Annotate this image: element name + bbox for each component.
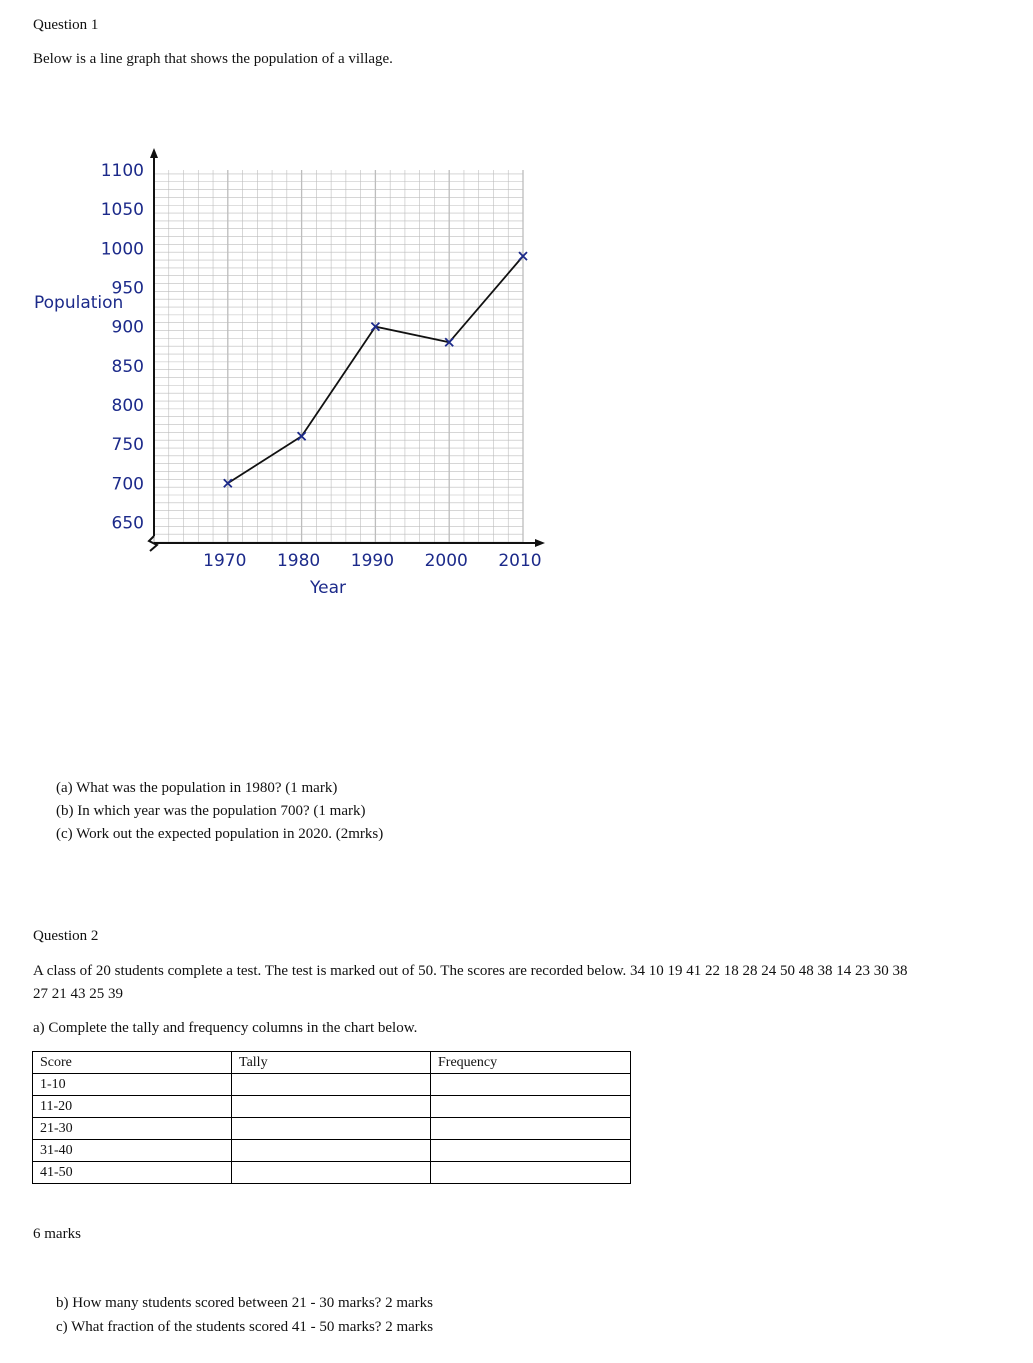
table-row xyxy=(33,1074,631,1096)
frequency-cell[interactable] xyxy=(431,1074,631,1096)
question-1-part-c: (c) Work out the expected population in 2020. (2mrks) xyxy=(56,826,384,842)
x-axis-label: Year xyxy=(310,578,346,598)
y-tick-label: 700 xyxy=(111,474,144,495)
question-1-part-b: (b) In which year was the population 700? (1 mark) xyxy=(56,803,366,819)
x-tick-label: 2000 xyxy=(424,551,468,571)
table-row xyxy=(33,1140,631,1162)
y-tick-label: 850 xyxy=(111,356,144,377)
question-2-intro-line-1: A class of 20 students complete a test. The test is marked out of 50. The scores are recorded below. 34 10 19 41 22 18 28 24 50 48 38 14 23 30 38 xyxy=(33,963,908,979)
population-line-chart xyxy=(28,140,568,610)
x-tick-label: 1970 xyxy=(203,551,247,571)
x-tick-label: 2010 xyxy=(498,551,542,571)
x-tick-label: 1980 xyxy=(276,551,321,571)
table-row xyxy=(33,1162,631,1184)
question-2-part-a: a) Complete the tally and frequency columns in the chart below. xyxy=(33,1020,418,1036)
score-cell: 1-10 xyxy=(33,1074,232,1096)
header-frequency: Frequency xyxy=(431,1052,631,1074)
x-tick-label: 1990 xyxy=(350,551,395,571)
tally-cell[interactable] xyxy=(232,1074,431,1096)
y-tick-label: 950 xyxy=(111,278,144,299)
header-tally: Tally xyxy=(232,1052,431,1074)
frequency-cell[interactable] xyxy=(431,1096,631,1118)
question-2-heading: Question 2 xyxy=(33,928,99,944)
y-axis-arrow-icon xyxy=(150,148,158,158)
question-1-intro: Below is a line graph that shows the population of a village. xyxy=(33,51,393,67)
question-2-part-b: b) How many students scored between 21 - 30 marks? 2 marks xyxy=(56,1295,433,1311)
question-2-marks: 6 marks xyxy=(33,1226,81,1242)
header-score: Score xyxy=(33,1052,232,1074)
chart-grid-major xyxy=(154,170,523,542)
tally-cell[interactable] xyxy=(232,1162,431,1184)
y-tick-label: 1050 xyxy=(100,200,144,221)
table-row xyxy=(33,1096,631,1118)
y-tick-label: 900 xyxy=(111,317,144,338)
tally-cell[interactable] xyxy=(232,1096,431,1118)
y-tick-labels xyxy=(101,161,144,533)
y-tick-label: 650 xyxy=(111,513,144,534)
question-2-part-c: c) What fraction of the students scored 41 - 50 marks? 2 marks xyxy=(56,1319,434,1335)
table-row xyxy=(33,1118,631,1140)
score-cell: 31-40 xyxy=(33,1140,232,1162)
score-cell: 11-20 xyxy=(33,1096,232,1118)
x-axis-arrow-icon xyxy=(535,539,545,547)
y-axis-label: Population xyxy=(34,293,124,313)
question-2-intro-line-2: 27 21 43 25 39 xyxy=(33,986,123,1002)
y-tick-label: 800 xyxy=(111,395,144,416)
tally-table xyxy=(32,1051,631,1184)
frequency-cell[interactable] xyxy=(431,1140,631,1162)
y-tick-label: 750 xyxy=(111,435,144,456)
chart-grid-minor xyxy=(154,170,523,542)
frequency-cell[interactable] xyxy=(431,1162,631,1184)
tally-cell[interactable] xyxy=(232,1140,431,1162)
y-tick-label: 1000 xyxy=(100,239,144,260)
table-header-row xyxy=(33,1052,631,1074)
x-tick-labels xyxy=(203,551,541,571)
score-cell: 21-30 xyxy=(33,1118,232,1140)
question-1-heading: Question 1 xyxy=(33,17,99,33)
frequency-cell[interactable] xyxy=(431,1118,631,1140)
y-tick-label: 1100 xyxy=(100,161,144,181)
question-1-part-a: (a) What was the population in 1980? (1 mark) xyxy=(56,780,338,796)
score-cell: 41-50 xyxy=(33,1162,232,1184)
tally-cell[interactable] xyxy=(232,1118,431,1140)
chart-axes xyxy=(149,148,545,551)
